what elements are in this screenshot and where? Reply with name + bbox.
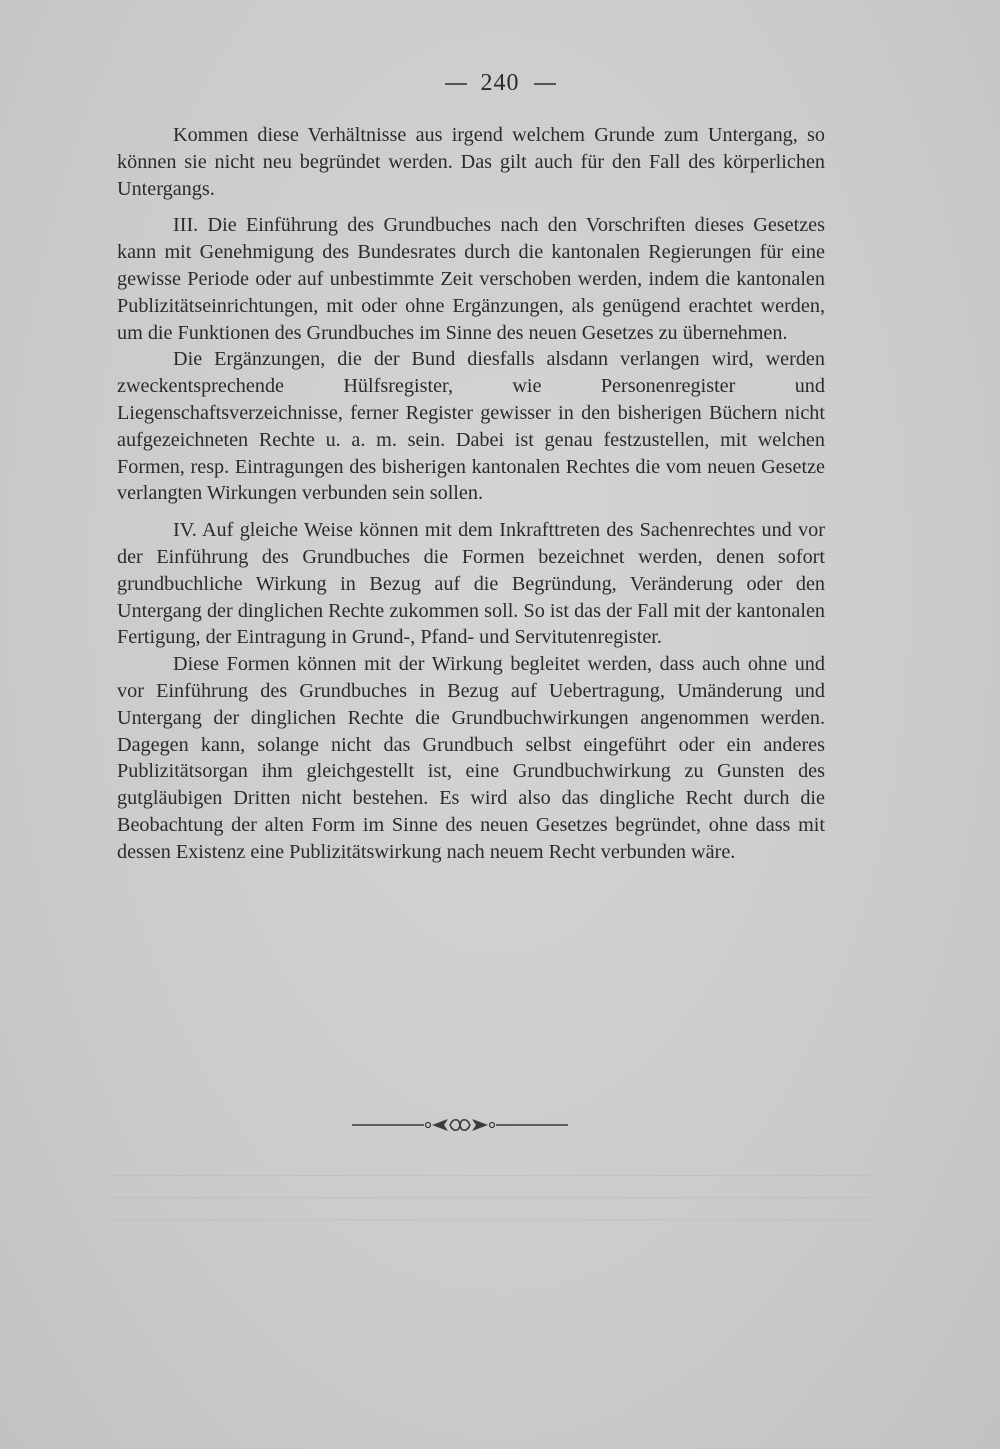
page-number-text: 240 bbox=[480, 70, 520, 96]
paragraph-5: Diese Formen können mit der Wirkung begleitet werden, dass auch ohne und vor Einführung des Grundbuches in Bezug auf Uebertragung, Umänderung und Untergang der dinglichen Rechte die Grundbuchwirkungen angenommen werden. Dagegen kann, solange nicht das Grundbuch selbst eingeführt oder ein anderes Publizitätsorgan ihm gleichgestellt ist, eine Grundbuchwirkung zu Gunsten des gutgläubigen Dritten nicht bestehen. Es wird also das dingliche Recht durch die Beobachtung der alten Form im Sinne des neuen Gesetzes begründet, ohne dass mit dessen Existenz eine Publizitätswirkung nach neuem Recht verbunden wäre. bbox=[117, 653, 825, 863]
paragraph-2: III. Die Einführung des Grundbuches nach den Vorschriften dieses Gesetzes kann mit Genehmigung des Bundesrates durch die kantonalen Regierungen für eine gewisse Periode oder auf unbestimmte Zeit verschoben werden, indem die kantonalen Publizitätseinrichtungen, mit oder ohne Ergänzungen, als genügend erachtet werden, um die Funktionen des Grundbuches im Sinne des neuen Gesetzes zu übernehmen. bbox=[117, 214, 825, 344]
end-ornament-icon bbox=[352, 1115, 568, 1135]
dash-right bbox=[534, 83, 556, 85]
bleed-through bbox=[110, 1160, 870, 1220]
dash-left bbox=[445, 83, 467, 85]
body-text bbox=[117, 122, 825, 866]
paragraph-3: Die Ergänzungen, die der Bund diesfalls alsdann verlangen wird, werden zweckentsprechende Hülfsregister, wie Personenregister und Liegenschaftsverzeichnisse, ferner Register gewisser in den bisherigen Büchern nicht aufgezeichneten Rechte u. a. m. sein. Dabei ist genau festzustellen, mit welchen Formen, resp. Eintragungen des bisherigen kantonalen Rechtes die vom neuen Gesetze verlangten Wirkungen verbunden sein sollen. bbox=[117, 348, 825, 505]
paragraph-1: Kommen diese Verhältnisse aus irgend welchem Grunde zum Untergang, so können sie nicht neu begründet werden. Das gilt auch für den Fall des körperlichen Untergangs. bbox=[117, 124, 825, 200]
page-number bbox=[0, 70, 1000, 97]
paragraph-4: IV. Auf gleiche Weise können mit dem Inkrafttreten des Sachenrechtes und vor der Einführung des Grundbuches die Formen bezeichnet werden, denen sofort grundbuchliche Wirkung in Bezug auf die Begründung, Veränderung oder den Untergang der dinglichen Rechte zukommen soll. So ist das der Fall mit der kantonalen Fertigung, der Eintragung in Grund-, Pfand- und Servitutenregister. bbox=[117, 519, 825, 649]
